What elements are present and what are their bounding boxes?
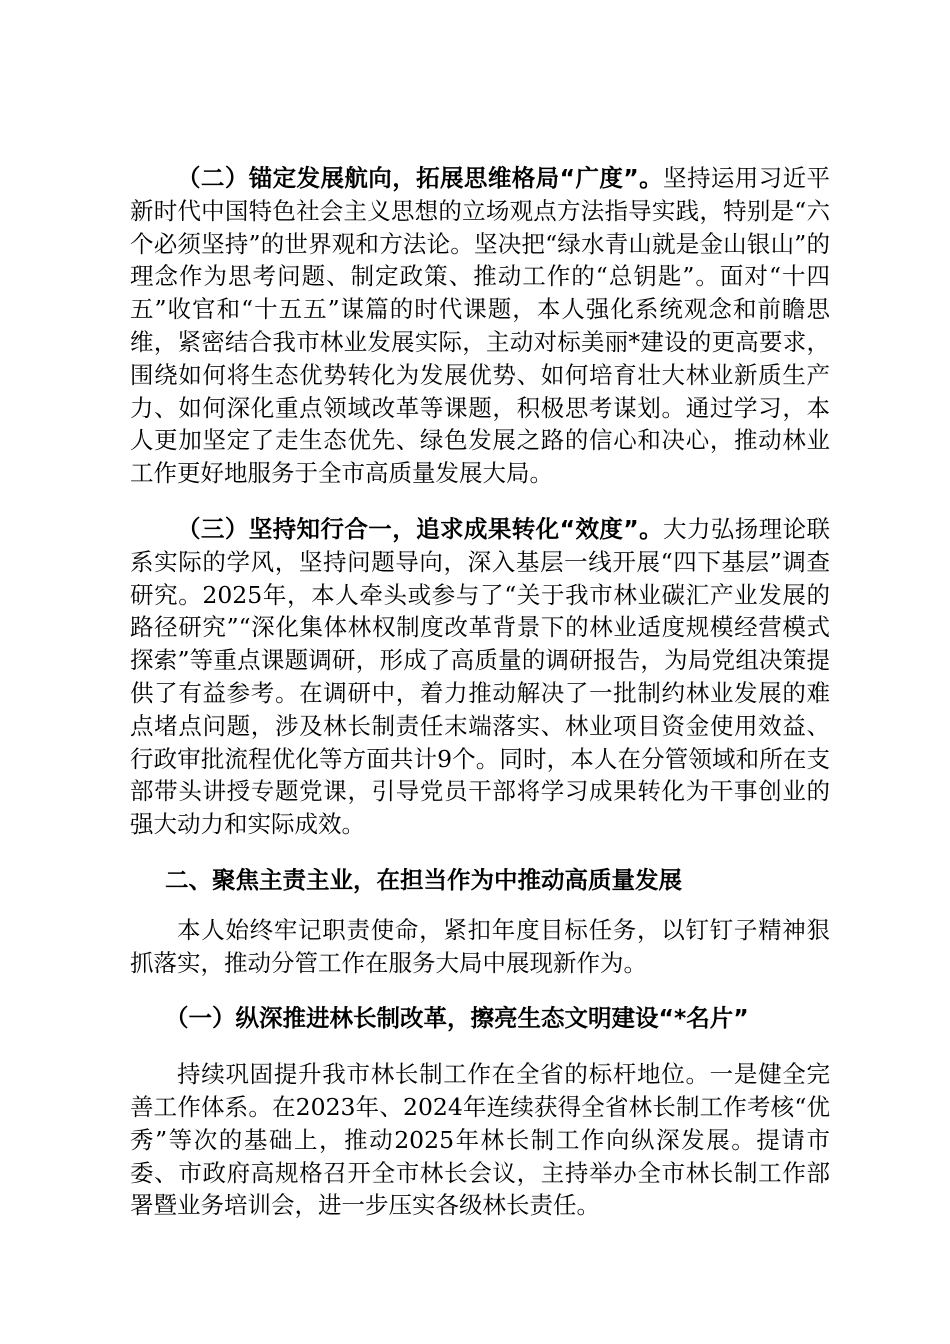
paragraph-2-1: 持续巩固提升我市林长制工作在全省的标杆地位。一是健全完善工作体系。在2023年、2024年连续获得全省林长制工作考核“优秀”等次的基础上，推动2025年林长制工作向纵深发展。提请市委、市政府高规格召开全市林长会议，主持举办全市林长制工作部署暨业务培训会，进一步压实各级林长责任。 xyxy=(130,1060,830,1220)
paragraph-spacer xyxy=(130,979,830,1002)
section-body-2-2: 坚持运用习近平新时代中国特色社会主义思想的立场观点方法指导实践，特别是“六个必须坚持”的世界观和方法论。坚决把“绿水青山就是金山银山”的理念作为思考问题、制定政策、推动工作的“总钥匙”。面对“十四五”收官和“十五五”谋篇的时代课题，本人强化系统观念和前瞻思维，紧密结合我市林业发展实际，主动对标美丽*建设的更高要求，围绕如何将生态优势转化为发展优势、如何培育壮大林业新质生产力、如何深化重点领域改革等课题，积极思考谋划。通过学习，本人更加坚定了走生态优先、绿色发展之路的信心和决心，推动林业工作更好地服务于全市高质量发展大局。 xyxy=(130,164,830,488)
intro-paragraph-2: 本人始终牢记职责使命，紧扣年度目标任务，以钉钉子精神狠抓落实，推动分管工作在服务大局中展现新作为。 xyxy=(130,915,830,977)
paragraph-spacer xyxy=(130,841,830,864)
heading-section-2-1: （一）纵深推进林长制改革，擦亮生态文明建设“*名片” xyxy=(165,1004,749,1033)
section-lead-2-3: （三）坚持知行合一，追求成果转化“效度”。 xyxy=(177,514,664,543)
paragraph-spacer xyxy=(130,490,830,513)
section-paragraph-2-3 xyxy=(130,513,830,841)
document-page xyxy=(130,162,830,1222)
heading-section-2: 二、聚焦主责主业，在担当作为中推动高质量发展 xyxy=(165,865,682,894)
section-body-2-3: 大力弘扬理论联系实际的学风，坚持问题导向，深入基层一线开展“四下基层”调查研究。2025年，本人牵头或参与了“关于我市林业碳汇产业发展的路径研究”“深化集体林权制度改革背景下的林业适度规模经营模式探索”等重点课题调研，形成了高质量的调研报告，为局党组决策提供了有益参考。在调研中，着力推动解决了一批制约林业发展的难点堵点问题，涉及林长制责任末端落实、林业项目资金使用效益、行政审批流程优化等方面共计9个。同时，本人在分管领域和所在支部带头讲授专题党课，引导党员干部将学习成果转化为干事创业的强大动力和实际成效。 xyxy=(130,514,830,839)
section-paragraph-2-2 xyxy=(130,162,830,490)
paragraph-spacer xyxy=(130,897,830,914)
section-lead-2-2: （二）锚定发展航向，拓展思维格局“广度”。 xyxy=(177,164,664,192)
paragraph-spacer xyxy=(130,1035,830,1058)
